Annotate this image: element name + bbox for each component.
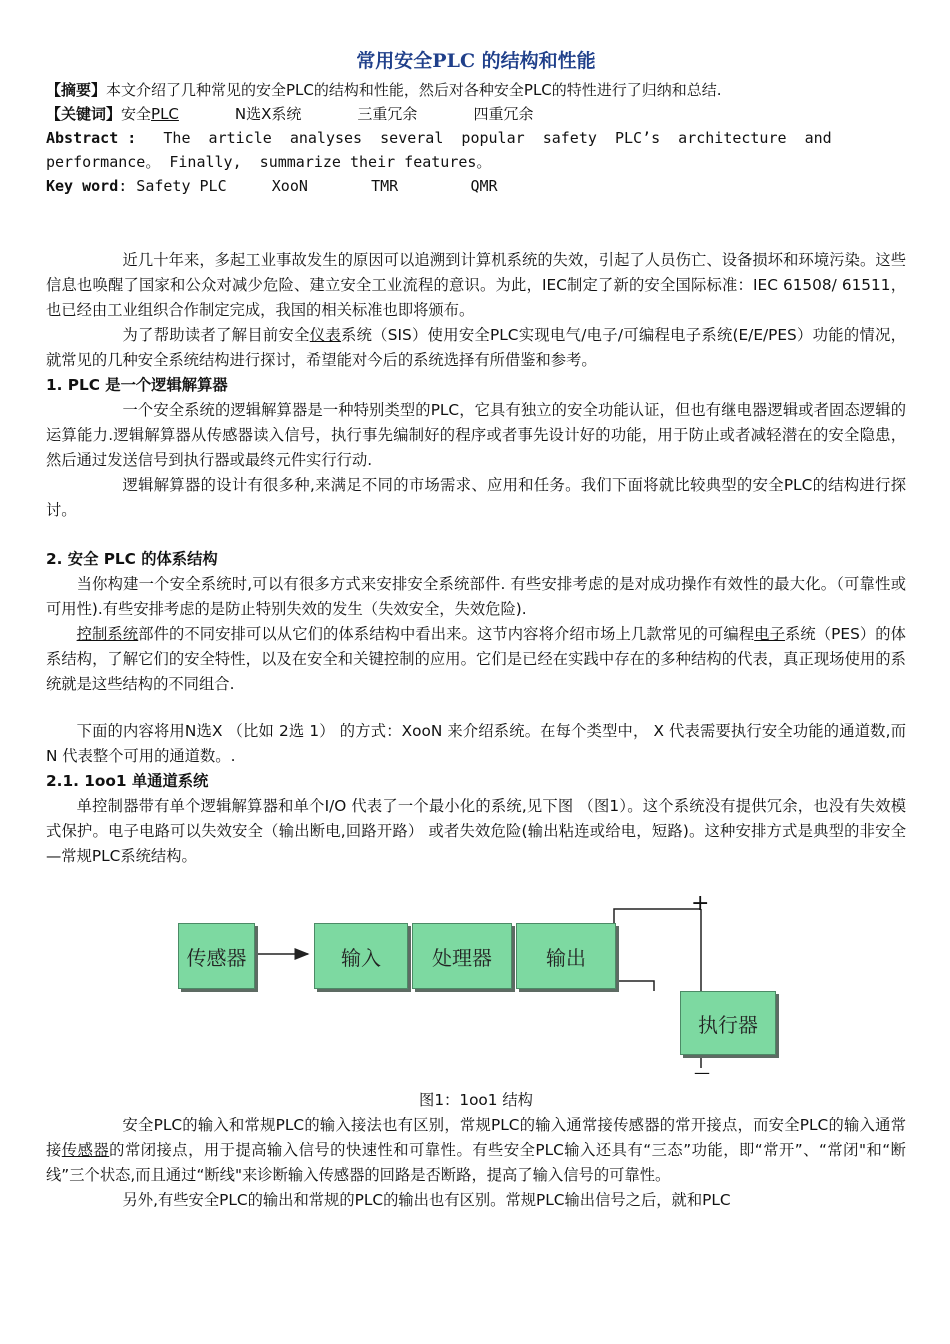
input-box: 输入 — [314, 923, 408, 989]
abstract-en-line2: performance。 Finally, summarize their features。 — [46, 153, 492, 171]
section-2-paragraph-1: 当你构建一个安全系统时,可以有很多方式来安排安全系统部件. 有些安排考虑的是对成功操作有效性的最大化。（可靠性或可用性).有些安排考虑的是防止特别失效的发生（失效安全，失效危险). — [46, 575, 906, 618]
after-figure-p1-text-a: 安全PLC的输入和常规PLC的输入接法也有区别，常规PLC的输入通常接传感器的常开接点，而安全PLC的输入通常接 — [46, 1116, 906, 1159]
minus-terminal-label: — — [694, 1063, 710, 1082]
keyword-en-4: QMR — [470, 177, 498, 195]
intro-p2-text-b: 系统（SIS）使用安全PLC实现电气/电子/可编程电子系统(E/E/PES）功能的情况，就常见的几种安全系统结构进行探讨，希望能对今后的系统选择有所借鉴和参考。 — [46, 326, 906, 369]
document-page — [46, 46, 906, 1213]
figure-1oo1-diagram — [46, 873, 906, 1088]
after-figure-paragraph-1 — [46, 1113, 906, 1188]
keywords-cn-label: 【关键词】 — [46, 105, 122, 123]
output-top-wire — [614, 909, 701, 937]
plus-terminal-label: + — [691, 891, 710, 916]
document-title: 常用安全PLC 的结构和性能 — [356, 50, 596, 72]
intro-p2-text-a: 为了帮助读者了解目前安全 — [122, 326, 310, 344]
section-2-1-paragraph-1: 单控制器带有单个逻辑解算器和单个I/O 代表了一个最小化的系统,见下图 （图1）。这个系统没有提供冗余，也没有失效模式保护。电子电路可以失效安全（输出断电,回路开路） 或者失效危险(输出粘连或给电，短路)。这种安排方式是典型的非安全—常规PLC系统结构。 — [46, 797, 906, 865]
output-box: 输出 — [516, 923, 616, 989]
section-2-p2-text-c: 真正现场使用的系统就是这些结构的不同组合. — [46, 650, 906, 693]
after-figure-p1-underlined: 传感器 — [61, 1141, 110, 1159]
sensor-box: 传感器 — [178, 923, 255, 989]
abstract-en-label: Abstract : — [46, 129, 137, 147]
intro-paragraph-2 — [46, 323, 906, 373]
section-2-p2-text-a: 部件的不同安排可以从它们的体系结构中看出来。这节内容将介绍市场上几款常见的可编程 — [138, 625, 755, 643]
processor-box: 处理器 — [412, 923, 512, 989]
output-bottom-wire — [614, 971, 654, 991]
section-2-heading: 2. 安全 PLC 的体系结构 — [46, 550, 218, 568]
abstract-cn — [46, 78, 906, 102]
section-2-p2-underlined-2: 电子 — [754, 625, 785, 643]
section-2-p2-text-b: 系统（PES）的体系结构，了解它们的安全特性，以及在安全和关键控制的应用。它们是已经在实践中存在的多种结构的代表， — [46, 625, 906, 668]
keywords-en — [46, 174, 906, 198]
keyword-cn-3: 三重冗余 — [357, 105, 418, 123]
keyword-cn-1-prefix: 安全 — [121, 105, 152, 123]
abstract-cn-text: 本文介绍了几种常见的安全PLC的结构和性能，然后对各种安全PLC的特性进行了归纳和总结. — [106, 81, 722, 99]
after-figure-p1-text-b: 的常闭接点，用于提高输入信号的快速性和可靠性。有些安全PLC输入还具有“三态”功能，即“常开”、“常闭"和“断线”三个状态,而且通过“断线"来诊断输入传感器的回路是否断路，提高了输入信号的可靠性。 — [46, 1141, 906, 1184]
abstract-en-line1: The article analyses several popular safety PLC’s architecture and — [163, 129, 832, 147]
after-figure-paragraph-2: 另外,有些安全PLC的输出和常规的PLC的输出也有区别。常规PLC输出信号之后，就和PLC — [122, 1191, 731, 1209]
section-2-paragraph-2 — [46, 622, 906, 697]
actuator-box: 执行器 — [680, 991, 776, 1055]
intro-p2-underlined: 仪表 — [309, 326, 341, 344]
keyword-cn-1-underlined: PLC — [151, 105, 179, 123]
abstract-cn-label: 【摘要】 — [46, 81, 107, 99]
section-2-p2-underlined-1: 控制系统 — [76, 625, 139, 643]
keyword-en-1: : Safety PLC — [118, 177, 227, 195]
section-2-paragraph-3: 下面的内容将用N选X （比如 2选 1） 的方式：XooN 来介绍系统。在每个类型中， X 代表需要执行安全功能的通道数,而 N 代表整个可用的通道数。. — [46, 722, 906, 765]
keyword-en-3: TMR — [371, 177, 399, 195]
keyword-en-2: XooN — [271, 177, 308, 195]
section-1-paragraph-1: 一个安全系统的逻辑解算器是一种特别类型的PLC，它具有独立的安全功能认证，但也有继电器逻辑或者固态逻辑的运算能力.逻辑解算器从传感器读入信号，执行事先编制好的程序或者事先设计好的功能，用于防止或者减轻潜在的安全隐患，然后通过发送信号到执行器或最终元件实行行动. — [46, 401, 906, 469]
section-1-heading: 1. PLC 是一个逻辑解算器 — [46, 376, 228, 394]
keywords-cn — [46, 102, 906, 126]
section-2-1-heading: 2.1. 1oo1 单通道系统 — [46, 772, 209, 790]
abstract-en — [46, 126, 906, 174]
intro-paragraph-1: 近几十年来，多起工业事故发生的原因可以追溯到计算机系统的失效，引起了人员伤亡、设备损坏和环境污染。这些信息也唤醒了国家和公众对减少危险、建立安全工业流程的意识。为此，IEC制定了新的安全国际标准：IEC 61508/ 61511，也已经由工业组织合作制定完成，我国的相关标准也即将颁布。 — [46, 251, 906, 319]
keyword-cn-2: N选X系统 — [234, 105, 302, 123]
keyword-cn-4: 四重冗余 — [473, 105, 534, 123]
figure-1-caption: 图1：1oo1 结构 — [419, 1091, 533, 1109]
section-1-paragraph-2: 逻辑解算器的设计有很多种,来满足不同的市场需求、应用和任务。我们下面将就比较典型的安全PLC的结构进行探讨。 — [46, 476, 906, 519]
keywords-en-label: Key word — [46, 177, 119, 195]
